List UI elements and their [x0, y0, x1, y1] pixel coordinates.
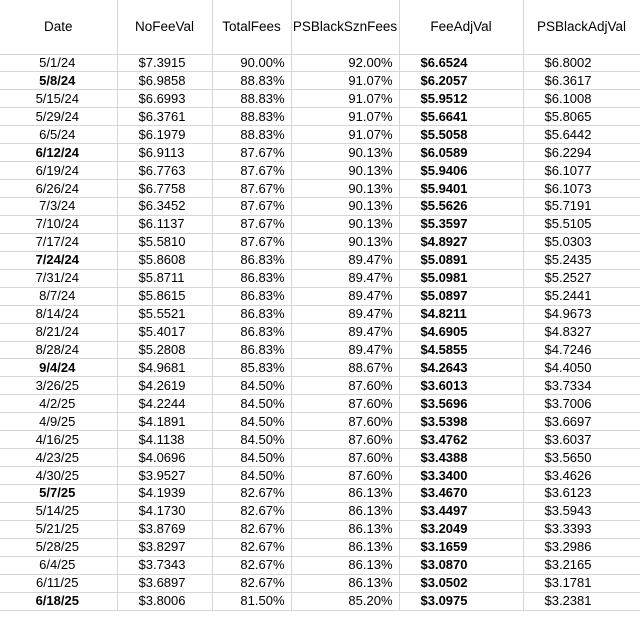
- cell-ps-black-szn-fees[interactable]: 89.47%: [291, 341, 399, 359]
- cell-fee-adj-val[interactable]: $6.0589: [399, 144, 523, 162]
- cell-no-fee-val[interactable]: $3.9527: [117, 467, 212, 485]
- table-row: [0, 233, 640, 251]
- cell-date[interactable]: 5/14/25: [0, 502, 117, 520]
- cell-date[interactable]: 7/10/24: [0, 215, 117, 233]
- cell-date[interactable]: 6/18/25: [0, 592, 117, 610]
- cell-fee-adj-val[interactable]: $5.6641: [399, 108, 523, 126]
- cell-no-fee-val[interactable]: $5.5521: [117, 305, 212, 323]
- cell-fee-adj-val[interactable]: $3.6013: [399, 377, 523, 395]
- cell-total-fees[interactable]: 84.50%: [212, 377, 291, 395]
- cell-ps-black-adj-val[interactable]: $5.2435: [523, 251, 640, 269]
- cell-fee-adj-val[interactable]: $5.0981: [399, 269, 523, 287]
- cell-fee-adj-val[interactable]: $3.5398: [399, 413, 523, 431]
- cell-no-fee-val[interactable]: $6.7763: [117, 162, 212, 180]
- table-row: [0, 269, 640, 287]
- cell-ps-black-adj-val[interactable]: $6.1077: [523, 162, 640, 180]
- cell-ps-black-adj-val[interactable]: $3.3393: [523, 520, 640, 538]
- cell-no-fee-val[interactable]: $3.8006: [117, 592, 212, 610]
- cell-date[interactable]: 4/23/25: [0, 449, 117, 467]
- cell-ps-black-adj-val[interactable]: $3.6037: [523, 431, 640, 449]
- cell-ps-black-szn-fees[interactable]: 86.13%: [291, 502, 399, 520]
- header-ps-black-szn-fees[interactable]: PSBlackSznFees: [291, 0, 399, 54]
- cell-date[interactable]: 6/5/24: [0, 126, 117, 144]
- table-row: [0, 395, 640, 413]
- cell-ps-black-adj-val[interactable]: $3.6123: [523, 485, 640, 503]
- cell-total-fees[interactable]: 82.67%: [212, 538, 291, 556]
- cell-ps-black-szn-fees[interactable]: 86.13%: [291, 485, 399, 503]
- cell-total-fees[interactable]: 82.67%: [212, 485, 291, 503]
- table-row: [0, 467, 640, 485]
- table-row: [0, 287, 640, 305]
- table-row: [0, 180, 640, 198]
- cell-ps-black-adj-val[interactable]: $3.2381: [523, 592, 640, 610]
- cell-ps-black-szn-fees[interactable]: 89.47%: [291, 269, 399, 287]
- cell-total-fees[interactable]: 84.50%: [212, 467, 291, 485]
- cell-ps-black-adj-val[interactable]: $3.2165: [523, 556, 640, 574]
- cell-ps-black-szn-fees[interactable]: 87.60%: [291, 377, 399, 395]
- cell-date[interactable]: 6/26/24: [0, 180, 117, 198]
- cell-ps-black-adj-val[interactable]: $6.1073: [523, 180, 640, 198]
- table-row: [0, 449, 640, 467]
- table-row: [0, 126, 640, 144]
- cell-total-fees[interactable]: 85.83%: [212, 359, 291, 377]
- table-row: [0, 215, 640, 233]
- header-date[interactable]: Date: [0, 0, 117, 54]
- cell-no-fee-val[interactable]: $4.1939: [117, 485, 212, 503]
- header-row: [0, 0, 640, 54]
- cell-ps-black-szn-fees[interactable]: 88.67%: [291, 359, 399, 377]
- cell-no-fee-val[interactable]: $6.1979: [117, 126, 212, 144]
- cell-ps-black-szn-fees[interactable]: 87.60%: [291, 467, 399, 485]
- cell-no-fee-val[interactable]: $4.1138: [117, 431, 212, 449]
- header-total-fees[interactable]: TotalFees: [212, 0, 291, 54]
- cell-total-fees[interactable]: 84.50%: [212, 449, 291, 467]
- table-row: [0, 108, 640, 126]
- cell-no-fee-val[interactable]: $6.6993: [117, 90, 212, 108]
- cell-ps-black-szn-fees[interactable]: 86.13%: [291, 520, 399, 538]
- cell-ps-black-adj-val[interactable]: $6.2294: [523, 144, 640, 162]
- cell-total-fees[interactable]: 82.67%: [212, 574, 291, 592]
- cell-no-fee-val[interactable]: $6.9113: [117, 144, 212, 162]
- cell-date[interactable]: 5/28/25: [0, 538, 117, 556]
- cell-fee-adj-val[interactable]: $5.9406: [399, 162, 523, 180]
- cell-fee-adj-val[interactable]: $6.2057: [399, 72, 523, 90]
- cell-date[interactable]: 8/14/24: [0, 305, 117, 323]
- cell-total-fees[interactable]: 87.67%: [212, 144, 291, 162]
- header-fee-adj-val[interactable]: FeeAdjVal: [399, 0, 523, 54]
- cell-total-fees[interactable]: 87.67%: [212, 233, 291, 251]
- cell-fee-adj-val[interactable]: $3.1659: [399, 538, 523, 556]
- cell-total-fees[interactable]: 87.67%: [212, 180, 291, 198]
- cell-fee-adj-val[interactable]: $3.2049: [399, 520, 523, 538]
- table-row: [0, 574, 640, 592]
- cell-ps-black-adj-val[interactable]: $3.6697: [523, 413, 640, 431]
- cell-ps-black-szn-fees[interactable]: 89.47%: [291, 305, 399, 323]
- cell-no-fee-val[interactable]: $5.8711: [117, 269, 212, 287]
- table-row: [0, 592, 640, 610]
- cell-total-fees[interactable]: 86.83%: [212, 305, 291, 323]
- cell-total-fees[interactable]: 87.67%: [212, 198, 291, 216]
- cell-date[interactable]: 5/1/24: [0, 54, 117, 72]
- cell-no-fee-val[interactable]: $5.5810: [117, 233, 212, 251]
- cell-ps-black-adj-val[interactable]: $5.0303: [523, 233, 640, 251]
- cell-ps-black-adj-val[interactable]: $6.8002: [523, 54, 640, 72]
- cell-fee-adj-val[interactable]: $5.0897: [399, 287, 523, 305]
- cell-date[interactable]: 6/12/24: [0, 144, 117, 162]
- cell-ps-black-adj-val[interactable]: $4.4050: [523, 359, 640, 377]
- cell-ps-black-szn-fees[interactable]: 86.13%: [291, 556, 399, 574]
- cell-ps-black-adj-val[interactable]: $3.5943: [523, 502, 640, 520]
- cell-total-fees[interactable]: 82.67%: [212, 520, 291, 538]
- cell-date[interactable]: 8/21/24: [0, 323, 117, 341]
- table-body: [0, 54, 640, 610]
- cell-total-fees[interactable]: 86.83%: [212, 287, 291, 305]
- cell-fee-adj-val[interactable]: $6.6524: [399, 54, 523, 72]
- cell-total-fees[interactable]: 84.50%: [212, 431, 291, 449]
- cell-fee-adj-val[interactable]: $5.5626: [399, 198, 523, 216]
- table-row: [0, 413, 640, 431]
- cell-fee-adj-val[interactable]: $5.9512: [399, 90, 523, 108]
- header-ps-black-adj-val[interactable]: PSBlackAdjVal: [523, 0, 640, 54]
- cell-no-fee-val[interactable]: $6.1137: [117, 215, 212, 233]
- cell-ps-black-adj-val[interactable]: $5.8065: [523, 108, 640, 126]
- cell-ps-black-szn-fees[interactable]: 86.13%: [291, 574, 399, 592]
- cell-total-fees[interactable]: 86.83%: [212, 269, 291, 287]
- cell-fee-adj-val[interactable]: $3.0502: [399, 574, 523, 592]
- cell-no-fee-val[interactable]: $5.8608: [117, 251, 212, 269]
- table-row: [0, 198, 640, 216]
- cell-date[interactable]: 5/7/25: [0, 485, 117, 503]
- cell-no-fee-val[interactable]: $3.6897: [117, 574, 212, 592]
- cell-ps-black-adj-val[interactable]: $6.1008: [523, 90, 640, 108]
- cell-no-fee-val[interactable]: $4.1891: [117, 413, 212, 431]
- cell-ps-black-szn-fees[interactable]: 90.13%: [291, 215, 399, 233]
- cell-ps-black-szn-fees[interactable]: 89.47%: [291, 251, 399, 269]
- table-row: [0, 377, 640, 395]
- cell-ps-black-adj-val[interactable]: $5.2441: [523, 287, 640, 305]
- cell-ps-black-szn-fees[interactable]: 92.00%: [291, 54, 399, 72]
- cell-ps-black-szn-fees[interactable]: 90.13%: [291, 144, 399, 162]
- cell-ps-black-adj-val[interactable]: $5.7191: [523, 198, 640, 216]
- table-row: [0, 556, 640, 574]
- cell-ps-black-adj-val[interactable]: $3.5650: [523, 449, 640, 467]
- cell-fee-adj-val[interactable]: $3.4762: [399, 431, 523, 449]
- cell-ps-black-szn-fees[interactable]: 87.60%: [291, 395, 399, 413]
- cell-no-fee-val[interactable]: $6.9858: [117, 72, 212, 90]
- table-row: [0, 162, 640, 180]
- table-row: [0, 485, 640, 503]
- table-row: [0, 72, 640, 90]
- cell-date[interactable]: 5/8/24: [0, 72, 117, 90]
- cell-ps-black-adj-val[interactable]: $3.7006: [523, 395, 640, 413]
- cell-no-fee-val[interactable]: $4.2244: [117, 395, 212, 413]
- cell-ps-black-szn-fees[interactable]: 90.13%: [291, 180, 399, 198]
- cell-fee-adj-val[interactable]: $4.8927: [399, 233, 523, 251]
- cell-ps-black-adj-val[interactable]: $6.3617: [523, 72, 640, 90]
- cell-ps-black-adj-val[interactable]: $4.7246: [523, 341, 640, 359]
- cell-no-fee-val[interactable]: $4.0696: [117, 449, 212, 467]
- cell-ps-black-szn-fees[interactable]: 87.60%: [291, 413, 399, 431]
- table-row: [0, 323, 640, 341]
- cell-date[interactable]: 6/4/25: [0, 556, 117, 574]
- cell-ps-black-szn-fees[interactable]: 91.07%: [291, 90, 399, 108]
- cell-ps-black-adj-val[interactable]: $3.1781: [523, 574, 640, 592]
- cell-date[interactable]: 4/2/25: [0, 395, 117, 413]
- table-row: [0, 359, 640, 377]
- cell-total-fees[interactable]: 82.67%: [212, 502, 291, 520]
- cell-fee-adj-val[interactable]: $3.4670: [399, 485, 523, 503]
- cell-fee-adj-val[interactable]: $3.5696: [399, 395, 523, 413]
- cell-fee-adj-val[interactable]: $4.8211: [399, 305, 523, 323]
- cell-fee-adj-val[interactable]: $3.4497: [399, 502, 523, 520]
- cell-ps-black-adj-val[interactable]: $3.7334: [523, 377, 640, 395]
- cell-date[interactable]: 8/28/24: [0, 341, 117, 359]
- cell-fee-adj-val[interactable]: $3.0870: [399, 556, 523, 574]
- cell-ps-black-adj-val[interactable]: $5.6442: [523, 126, 640, 144]
- cell-no-fee-val[interactable]: $6.7758: [117, 180, 212, 198]
- cell-fee-adj-val[interactable]: $4.2643: [399, 359, 523, 377]
- cell-total-fees[interactable]: 88.83%: [212, 72, 291, 90]
- cell-ps-black-adj-val[interactable]: $5.5105: [523, 215, 640, 233]
- table-row: [0, 502, 640, 520]
- cell-date[interactable]: 4/16/25: [0, 431, 117, 449]
- cell-date[interactable]: 7/24/24: [0, 251, 117, 269]
- cell-total-fees[interactable]: 88.83%: [212, 126, 291, 144]
- table-row: [0, 305, 640, 323]
- cell-total-fees[interactable]: 84.50%: [212, 413, 291, 431]
- cell-total-fees[interactable]: 86.83%: [212, 341, 291, 359]
- cell-date[interactable]: 6/19/24: [0, 162, 117, 180]
- cell-no-fee-val[interactable]: $3.8769: [117, 520, 212, 538]
- cell-ps-black-szn-fees[interactable]: 90.13%: [291, 162, 399, 180]
- cell-fee-adj-val[interactable]: $5.0891: [399, 251, 523, 269]
- cell-total-fees[interactable]: 81.50%: [212, 592, 291, 610]
- table-row: [0, 341, 640, 359]
- table-row: [0, 90, 640, 108]
- cell-fee-adj-val[interactable]: $3.4388: [399, 449, 523, 467]
- cell-ps-black-adj-val[interactable]: $5.2527: [523, 269, 640, 287]
- cell-date[interactable]: 5/21/25: [0, 520, 117, 538]
- header-no-fee-val[interactable]: NoFeeVal: [117, 0, 212, 54]
- cell-date[interactable]: 6/11/25: [0, 574, 117, 592]
- cell-date[interactable]: 7/3/24: [0, 198, 117, 216]
- cell-ps-black-szn-fees[interactable]: 91.07%: [291, 72, 399, 90]
- cell-fee-adj-val[interactable]: $4.5855: [399, 341, 523, 359]
- cell-ps-black-szn-fees[interactable]: 89.47%: [291, 323, 399, 341]
- cell-total-fees[interactable]: 87.67%: [212, 162, 291, 180]
- cell-date[interactable]: 3/26/25: [0, 377, 117, 395]
- cell-no-fee-val[interactable]: $6.3761: [117, 108, 212, 126]
- cell-no-fee-val[interactable]: $7.3915: [117, 54, 212, 72]
- cell-ps-black-adj-val[interactable]: $3.2986: [523, 538, 640, 556]
- cell-ps-black-adj-val[interactable]: $4.9673: [523, 305, 640, 323]
- table-row: [0, 251, 640, 269]
- cell-no-fee-val[interactable]: $5.4017: [117, 323, 212, 341]
- cell-ps-black-szn-fees[interactable]: 87.60%: [291, 449, 399, 467]
- cell-fee-adj-val[interactable]: $5.9401: [399, 180, 523, 198]
- cell-fee-adj-val[interactable]: $3.3400: [399, 467, 523, 485]
- cell-ps-black-szn-fees[interactable]: 85.20%: [291, 592, 399, 610]
- table-row: [0, 144, 640, 162]
- cell-total-fees[interactable]: 86.83%: [212, 251, 291, 269]
- cell-ps-black-szn-fees[interactable]: 91.07%: [291, 108, 399, 126]
- cell-ps-black-szn-fees[interactable]: 86.13%: [291, 538, 399, 556]
- cell-date[interactable]: 4/30/25: [0, 467, 117, 485]
- cell-total-fees[interactable]: 82.67%: [212, 556, 291, 574]
- cell-date[interactable]: 7/31/24: [0, 269, 117, 287]
- cell-date[interactable]: 9/4/24: [0, 359, 117, 377]
- cell-no-fee-val[interactable]: $6.3452: [117, 198, 212, 216]
- cell-fee-adj-val[interactable]: $3.0975: [399, 592, 523, 610]
- cell-date[interactable]: 5/29/24: [0, 108, 117, 126]
- cell-total-fees[interactable]: 88.83%: [212, 108, 291, 126]
- cell-ps-black-adj-val[interactable]: $3.4626: [523, 467, 640, 485]
- cell-no-fee-val[interactable]: $5.2808: [117, 341, 212, 359]
- cell-ps-black-szn-fees[interactable]: 87.60%: [291, 431, 399, 449]
- cell-no-fee-val[interactable]: $4.1730: [117, 502, 212, 520]
- cell-total-fees[interactable]: 87.67%: [212, 215, 291, 233]
- cell-no-fee-val[interactable]: $3.7343: [117, 556, 212, 574]
- cell-no-fee-val[interactable]: $3.8297: [117, 538, 212, 556]
- cell-ps-black-szn-fees[interactable]: 89.47%: [291, 287, 399, 305]
- cell-date[interactable]: 8/7/24: [0, 287, 117, 305]
- cell-total-fees[interactable]: 86.83%: [212, 323, 291, 341]
- cell-ps-black-szn-fees[interactable]: 90.13%: [291, 198, 399, 216]
- cell-ps-black-szn-fees[interactable]: 91.07%: [291, 126, 399, 144]
- table-row: [0, 431, 640, 449]
- cell-no-fee-val[interactable]: $4.9681: [117, 359, 212, 377]
- cell-date[interactable]: 7/17/24: [0, 233, 117, 251]
- cell-date[interactable]: 5/15/24: [0, 90, 117, 108]
- cell-no-fee-val[interactable]: $5.8615: [117, 287, 212, 305]
- cell-no-fee-val[interactable]: $4.2619: [117, 377, 212, 395]
- cell-total-fees[interactable]: 84.50%: [212, 395, 291, 413]
- cell-total-fees[interactable]: 88.83%: [212, 90, 291, 108]
- cell-ps-black-adj-val[interactable]: $4.8327: [523, 323, 640, 341]
- cell-date[interactable]: 4/9/25: [0, 413, 117, 431]
- table-row: [0, 538, 640, 556]
- cell-fee-adj-val[interactable]: $4.6905: [399, 323, 523, 341]
- cell-ps-black-szn-fees[interactable]: 90.13%: [291, 233, 399, 251]
- cell-fee-adj-val[interactable]: $5.5058: [399, 126, 523, 144]
- cell-fee-adj-val[interactable]: $5.3597: [399, 215, 523, 233]
- cell-total-fees[interactable]: 90.00%: [212, 54, 291, 72]
- table-row: [0, 520, 640, 538]
- table-row: [0, 54, 640, 72]
